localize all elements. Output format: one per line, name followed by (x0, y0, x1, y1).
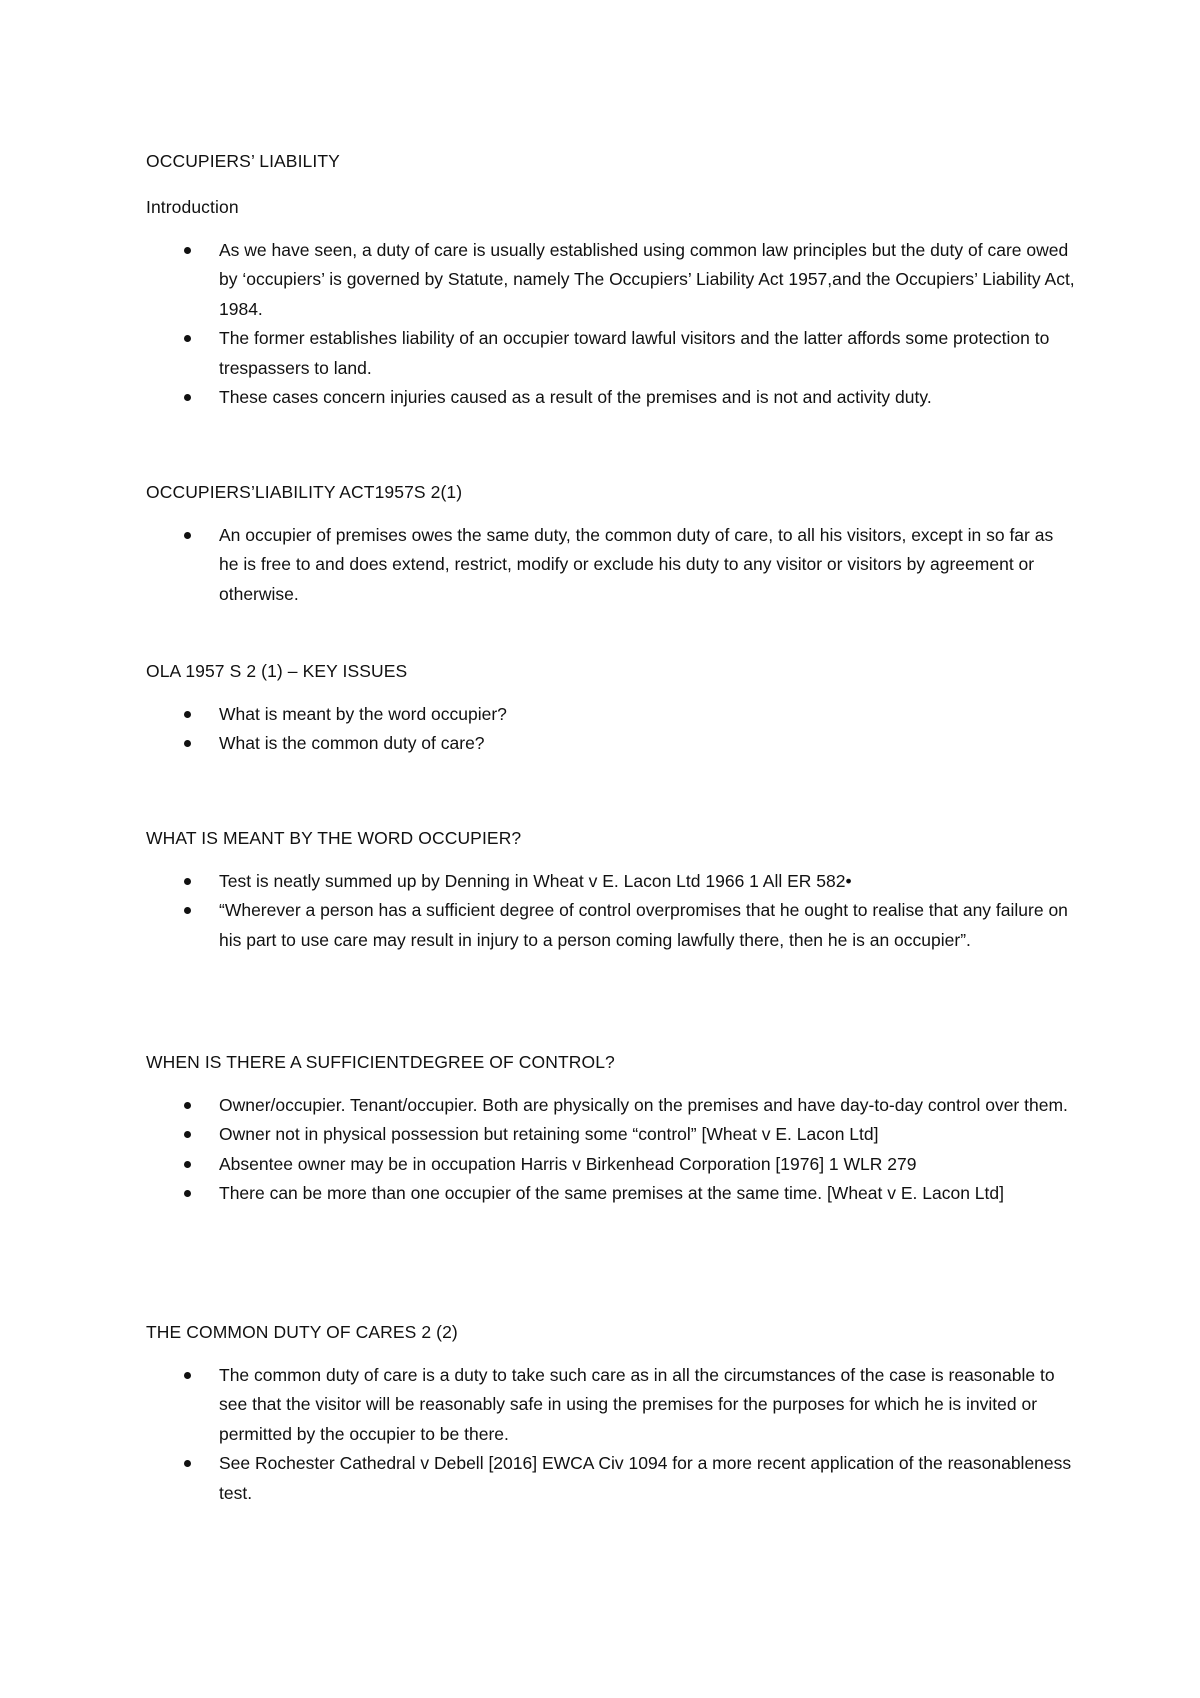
list-item (146, 383, 1076, 412)
list-item (146, 1179, 1076, 1208)
bullet-icon (184, 394, 191, 401)
list-item (146, 1361, 1076, 1449)
section-introduction-list (146, 236, 1076, 412)
bullet-icon (184, 878, 191, 885)
list-item (146, 867, 1076, 896)
section-occupier-meaning-list (146, 867, 1076, 955)
list-item (146, 729, 1076, 758)
section-key-issues (146, 660, 1076, 682)
section-heading: WHAT IS MEANT BY THE WORD OCCUPIER? (146, 828, 522, 848)
list-item-text: What is meant by the word occupier? (219, 704, 507, 724)
bullet-icon (184, 740, 191, 747)
list-item (146, 521, 1076, 609)
section-ola-1957-list (146, 521, 1076, 609)
section-heading: OCCUPIERS’LIABILITY ACT1957S 2(1) (146, 482, 463, 502)
bullet-list (146, 236, 1076, 412)
list-item-text: As we have seen, a duty of care is usually established using common law principles but the duty of care owed by ‘occupiers’ is governed by Statute, namely The Occupiers’ Liability Act 1957,and the Occupiers’ Liability Act, 1984. (219, 240, 1075, 319)
list-item (146, 1120, 1076, 1149)
bullet-icon (184, 1460, 191, 1467)
list-item-text: Absentee owner may be in occupation Harris v Birkenhead Corporation [1976] 1 WLR 279 (219, 1153, 917, 1174)
list-item (146, 1150, 1076, 1179)
list-item (146, 1091, 1076, 1120)
bullet-icon (184, 247, 191, 254)
section-introduction (146, 196, 1076, 218)
document-title-block (146, 150, 1076, 172)
list-item-text: “Wherever a person has a sufficient degree of control overpromises that he ought to realise that any failure on his part to use care may result in injury to a person coming lawfully there, then he is an occupier”. (219, 900, 1068, 950)
list-item-text: Test is neatly summed up by Denning in Wheat v E. Lacon Ltd 1966 1 All ER 582• (219, 871, 852, 891)
list-item-text: Owner not in physical possession but retaining some “control” [Wheat v E. Lacon Ltd] (219, 1124, 879, 1145)
section-common-duty-list (146, 1361, 1076, 1508)
section-common-duty (146, 1321, 1076, 1343)
section-ola-1957 (146, 481, 1076, 503)
section-heading: WHEN IS THERE A SUFFICIENTDEGREE OF CONTROL? (146, 1052, 615, 1072)
list-item (146, 896, 1076, 955)
bullet-icon (184, 1161, 191, 1168)
section-key-issues-list (146, 700, 1076, 759)
section-heading: Introduction (146, 197, 239, 217)
list-item (146, 1449, 1076, 1508)
list-item (146, 324, 1076, 383)
bullet-icon (184, 1372, 191, 1379)
bullet-icon (184, 1102, 191, 1109)
bullet-icon (184, 1131, 191, 1138)
bullet-icon (184, 532, 191, 539)
bullet-list (146, 1361, 1076, 1508)
bullet-icon (184, 1190, 191, 1197)
list-item (146, 236, 1076, 324)
bullet-list (146, 1091, 1076, 1209)
list-item-text: The former establishes liability of an occupier toward lawful visitors and the latter affords some protection to trespassers to land. (219, 328, 1050, 378)
list-item-text: These cases concern injuries caused as a result of the premises and is not and activity duty. (219, 387, 932, 408)
list-item-text: There can be more than one occupier of the same premises at the same time. [Wheat v E. Lacon Ltd] (219, 1183, 1004, 1204)
bullet-list (146, 700, 1076, 759)
document-title: OCCUPIERS’ LIABILITY (146, 151, 340, 171)
section-heading: THE COMMON DUTY OF CARES 2 (2) (146, 1322, 458, 1342)
list-item-text: See Rochester Cathedral v Debell [2016] EWCA Civ 1094 for a more recent application of the reasonableness test. (219, 1453, 1072, 1503)
list-item (146, 700, 1076, 729)
section-degree-of-control-list (146, 1091, 1076, 1209)
list-item-text: The common duty of care is a duty to take such care as in all the circumstances of the case is reasonable to see that the visitor will be reasonably safe in using the premises for the purposes for which he is invited or permitted by the occupier to be there. (219, 1365, 1055, 1444)
section-occupier-meaning (146, 827, 1076, 849)
section-degree-of-control (146, 1051, 1076, 1073)
section-heading: OLA 1957 S 2 (1) – KEY ISSUES (146, 661, 408, 681)
list-item-text: An occupier of premises owes the same duty, the common duty of care, to all his visitors, except in so far as he is free to and does extend, restrict, modify or exclude his duty to any visitor or visitors by agreement or otherwise. (219, 525, 1054, 604)
bullet-list (146, 521, 1076, 609)
list-item-text: What is the common duty of care? (219, 733, 485, 754)
bullet-list (146, 867, 1076, 955)
bullet-icon (184, 907, 191, 914)
bullet-icon (184, 335, 191, 342)
list-item-text: Owner/occupier. Tenant/occupier. Both are physically on the premises and have day-to-day control over them. (219, 1095, 1068, 1115)
bullet-icon (184, 711, 191, 718)
